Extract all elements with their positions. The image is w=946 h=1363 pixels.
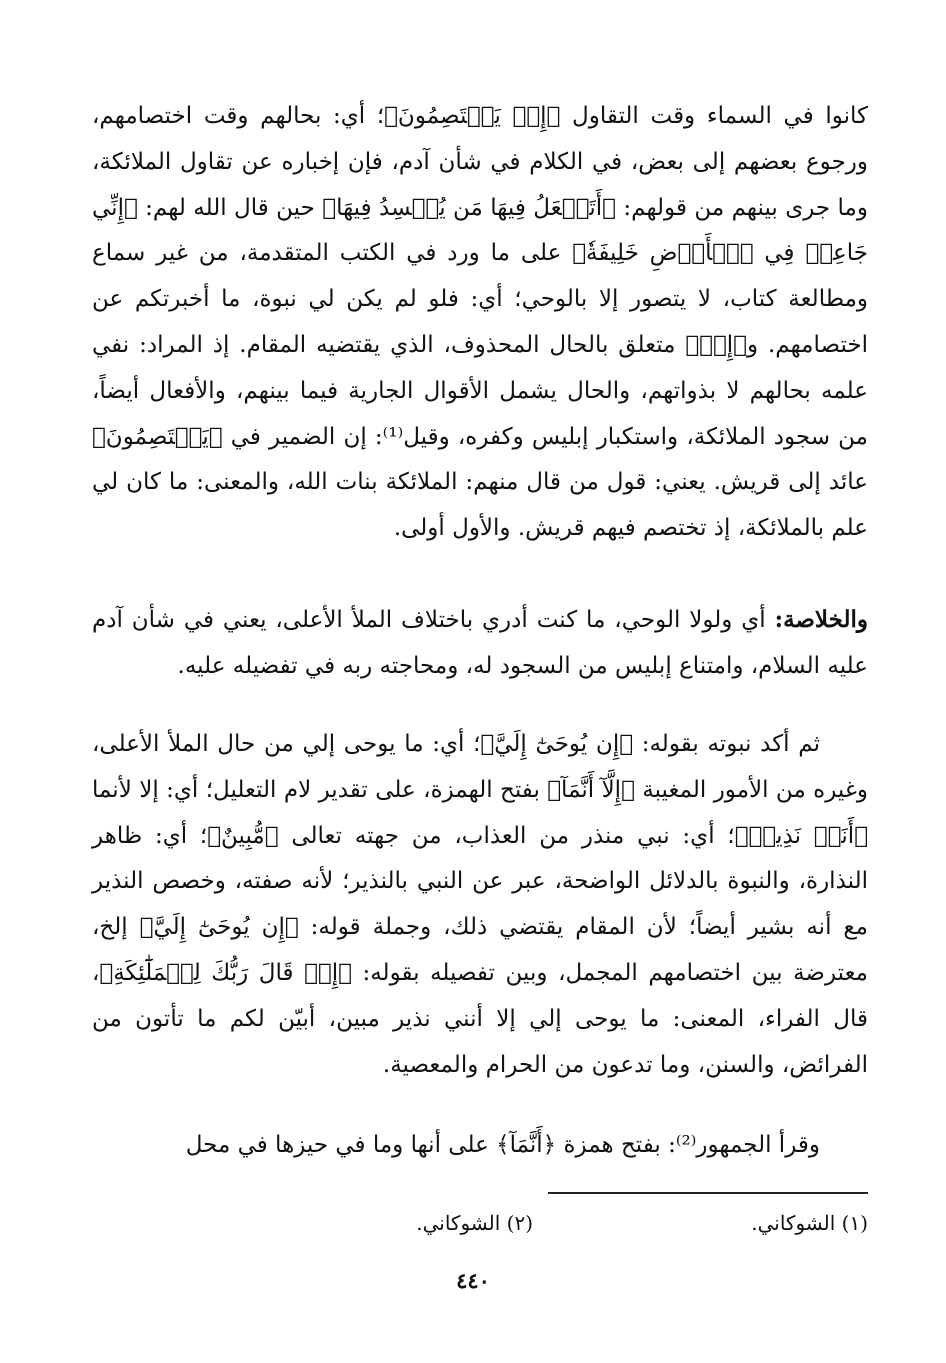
page-number: ٤٤٠ [456, 1268, 490, 1293]
summary-label: والخلاصة: [774, 606, 869, 633]
footnote-separator [548, 1192, 868, 1194]
summary-paragraph [92, 597, 868, 690]
paragraph-2-text: ثم أكد نبوته بقوله: ﴿إِن يُوحَىٰٓ إِلَيَّ﴾؛ أي: ما يوحى إلي من حال الملأ الأعلى، وغيره من الأمور المغيبة ﴿إِلَّآ أَنَّمَآ﴾ بفتح الهمزة، على تقدير لام التعليل؛ أي: إلا لأنما ﴿أَنَا۠ نَذِيرٞ﴾؛ أي: نبي منذر من العذاب، من جهته تعالى ﴿مُّبِينٌ﴾؛ أي: ظاهر النذارة، والنبوة بالدلائل الواضحة، عبر عن النبي بالنذير؛ لأنه صفته، وخصص النذير مع أنه بشير أيضاً؛ لأن المقام يقتضي ذلك، وجملة قوله: ﴿إِن يُوحَىٰٓ إِلَيَّ﴾ إلخ، معترضة بين اختصامهم المجمل، وبين تفصيله بقوله: ﴿إِذۡ قَالَ رَبُّكَ لِلۡمَلَٰٓئِكَةِ﴾، قال الفراء، المعنى: ما يوحى إلي إلا أنني نذير مبين، أبيّن لكم ما تأتون من الفرائض، والسنن، وما تدعون من الحرام والمعصية. [92, 731, 868, 1078]
paragraph-1 [92, 94, 868, 552]
paragraph-1-text: كانوا في السماء وقت التقاول ﴿إِذۡ يَخۡتَصِمُونَ﴾؛ أي: بحالهم وقت اختصامهم، ورجوع بعضهم إلى بعض، في الكلام في شأن آدم، فإن إخباره عن تقاول الملائكة، وما جرى بينهم من قولهم: ﴿أَتَجۡعَلُ فِيهَا مَن يُفۡسِدُ فِيهَا﴾ حين قال الله لهم: ﴿إِنِّي جَاعِلٞ فِي ٱلۡأَرۡضِ خَلِيفَةٗ﴾ على ما ورد في الكتب المتقدمة، من غير سماع ومطالعة كتاب، لا يتصور إلا بالوحي؛ أي: فلو لم يكن لي نبوة، ما أخبرتكم عن اختصامهم. و﴿إِذۡ﴾ متعلق بالحال المحذوف، الذي يقتضيه المقام. إذ المراد: نفي علمه بحالهم لا بذواتهم، والحال يشمل الأقوال الجارية فيما بينهم، والأفعال أيضاً، من سجود الملائكة، واستكبار إبليس وكفره، وقيل⁽¹⁾: إن الضمير في ﴿يَخۡتَصِمُونَ﴾ عائد إلى قريش. يعني: قول من قال منهم: الملائكة بنات الله، والمعنى: ما كان لي علم بالملائكة، إذ تختصم فيهم قريش. والأول أولى. [92, 103, 868, 542]
paragraph-3-text: وقرأ الجمهور⁽²⁾: بفتح همزة ﴿أَنَّمَآ﴾ على أنها وما في حيزها في محل [185, 1132, 820, 1158]
footnote-1: (١) الشوكاني. [751, 1211, 868, 1235]
footnotes [92, 1208, 868, 1238]
paragraph-2 [92, 722, 868, 1088]
footnote-2: (٢) الشوكاني. [416, 1211, 533, 1235]
paragraph-3 [92, 1123, 868, 1169]
summary-text: أي ولولا الوحي، ما كنت أدري باختلاف الملأ الأعلى، يعني في شأن آدم عليه السلام، وامتناع إبليس من السجود له، ومحاجته ربه في تفضيله عليه. [92, 607, 868, 679]
